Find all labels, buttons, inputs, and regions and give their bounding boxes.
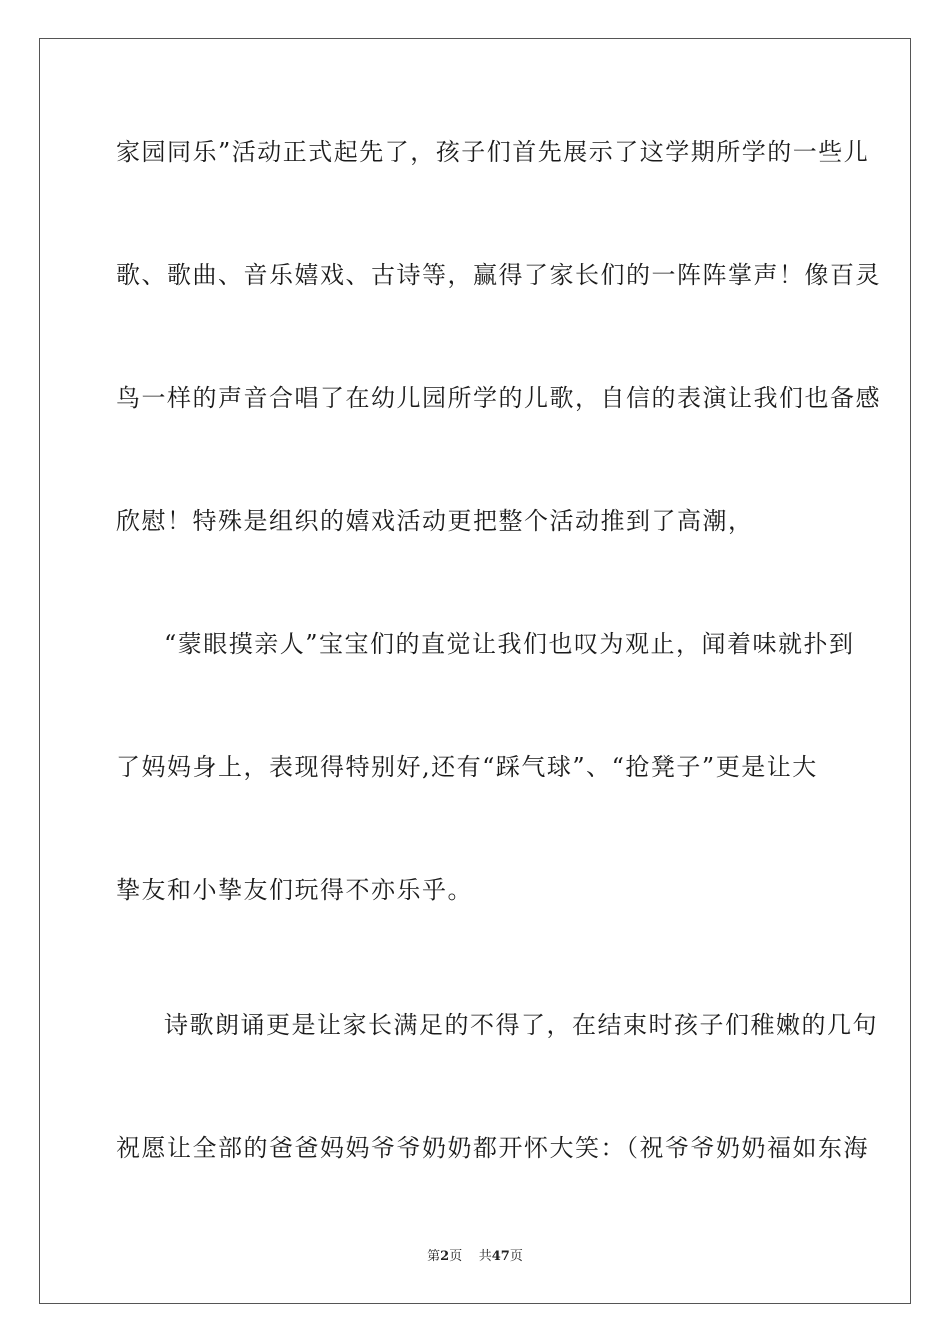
body-line-7: 挚友和小挚友们玩得不亦乐乎。 [116,876,473,904]
body-line-6: 了妈妈身上，表现得特别好,还有“踩气球”、“抢凳子”更是让大 [116,753,818,781]
body-line-2: 歌、歌曲、音乐嬉戏、古诗等，赢得了家长们的一阵阵掌声！像百灵 [116,261,881,289]
body-line-5: “蒙眼摸亲人”宝宝们的直觉让我们也叹为观止，闻着味就扑到 [164,630,855,658]
footer-page-prefix: 第 [427,1249,441,1264]
footer-total-pages: 47 [491,1249,510,1264]
body-line-4: 欣慰！特殊是组织的嬉戏活动更把整个活动推到了高潮， [116,507,754,535]
footer-total-suffix: 页 [509,1249,523,1264]
footer-page-suffix: 页 [449,1249,463,1264]
body-line-9: 祝愿让全部的爸爸妈妈爷爷奶奶都开怀大笑：（祝爷爷奶奶福如东海 [116,1134,869,1162]
page-border [39,38,911,1304]
body-line-1: 家园同乐”活动正式起先了，孩子们首先展示了这学期所学的一些儿 [116,138,870,166]
body-line-3: 鸟一样的声音合唱了在幼儿园所学的儿歌，自信的表演让我们也备感 [116,384,881,412]
page-footer [0,1248,950,1266]
footer-total-prefix: 共 [478,1249,492,1264]
footer-page-number: 2 [440,1249,450,1264]
body-line-8: 诗歌朗诵更是让家长满足的不得了，在结束时孩子们稚嫩的几句 [164,1011,878,1039]
